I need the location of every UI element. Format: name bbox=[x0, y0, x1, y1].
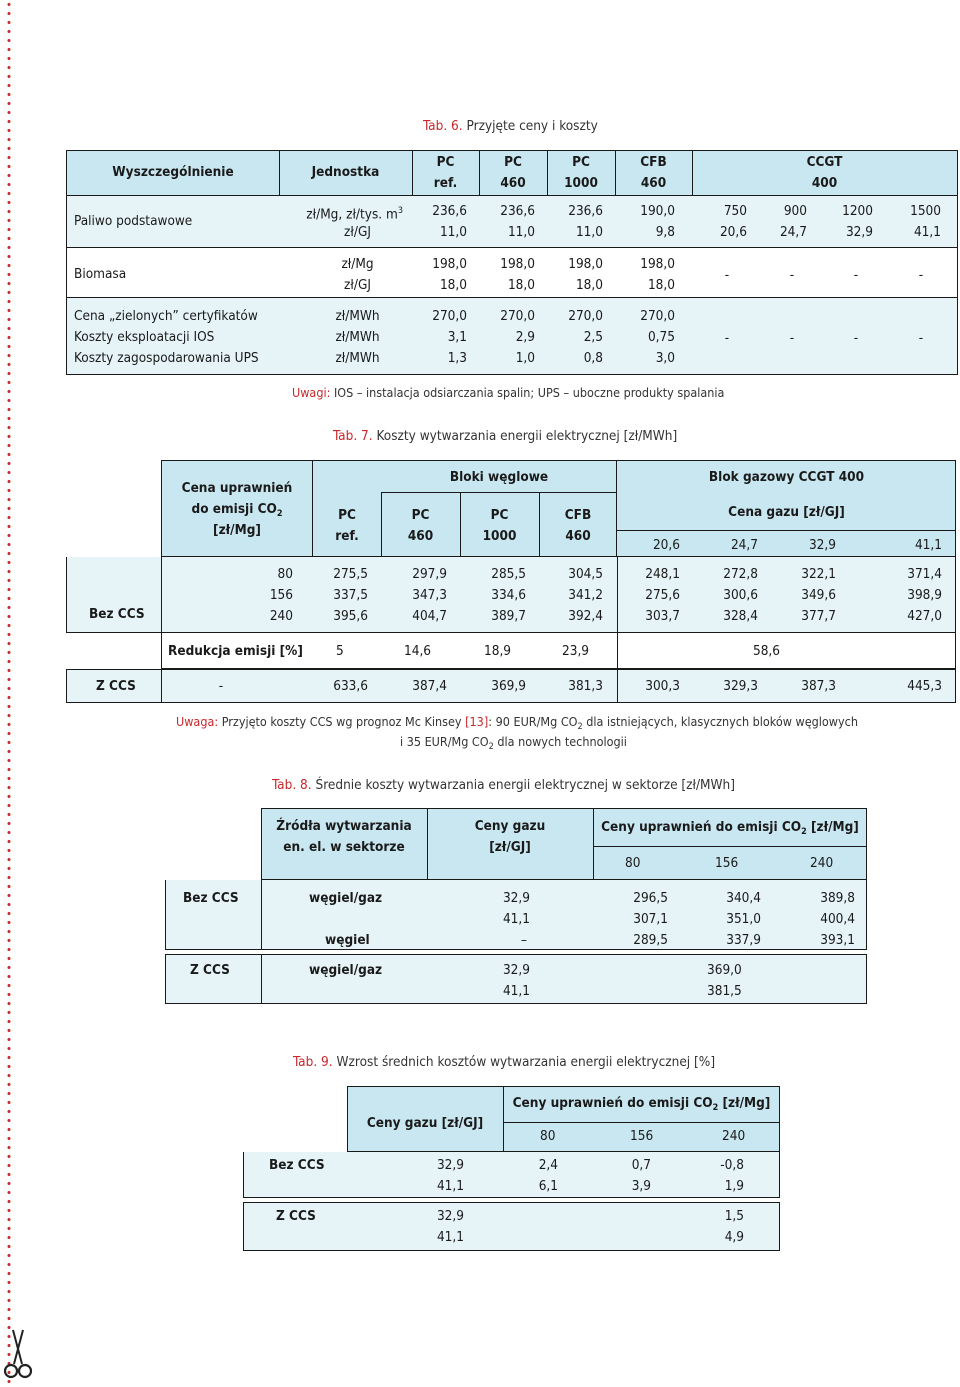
row-label-z-ccs: Z CCS bbox=[276, 1208, 316, 1224]
row-label-redukcja: Redukcja emisji [%] bbox=[168, 643, 303, 659]
col-header-cena-uprawnien: Cena uprawnień bbox=[181, 480, 293, 496]
tab9-table: Ceny gazu [zł/GJ] Ceny uprawnień do emisji $CO_2$ [zł/Mg] 80 156 240 Bez CCS 32,9 41,1 2,4 6,1 0,7 3,9 -0,8 1,9 Z CCS 32,9 41,1 1,5 4,9 bbox=[243, 1086, 780, 1251]
row-label-bez-ccs: Bez CCS bbox=[269, 1157, 325, 1173]
col-header-ccgt: Blok gazowy CCGT 400 bbox=[708, 469, 865, 485]
row-label-paliwo: Paliwo podstawowe bbox=[74, 213, 193, 229]
tab6-table: Wyszczególnienie Jednostka PC ref. PC 460 PC 1000 CFB 460 CCGT 400 Paliwo podstawowe zł/Mg, zł/tys. $m^3$ zł/GJ 236,6 11,0 236,6 11,0 236,6 11,0 190,0 9,8 750 20,6 900 24,7 1200 32,9 1500 41,1 Biomasa zł/Mg zł/GJ 198,0 18,0 198,0 18,0 198,0 18,0 198,0 18,0 - - - - Cena „zielonych” certyfikatów Koszty eksploatacji IOS Koszty zagospodarowania UPS zł/MWh zł/MWh zł/MWh 270,0 3,1 1,3 270,0 2,9 1,0 270,0 2,5 0,8 270,0 0,75 3,0 - - - - bbox=[66, 150, 958, 375]
tab7-caption: Tab. 7. Koszty wytwarzania energii elektrycznej [zł/MWh] bbox=[333, 428, 678, 444]
col-header-ceny-gazu: Ceny gazu [zł/GJ] bbox=[366, 1115, 484, 1131]
col-header-cena-gazu: Cena gazu [zł/GJ] bbox=[728, 504, 845, 520]
col-header-pc460: PC bbox=[504, 154, 522, 170]
col-header-pcref: PC bbox=[436, 154, 455, 170]
col-header-ceny-gazu: Ceny gazu bbox=[474, 818, 546, 834]
row-label-ios: Koszty eksploatacji IOS bbox=[74, 329, 215, 345]
row-label-ups: Koszty zagospodarowania UPS bbox=[74, 350, 259, 366]
row-label-biomasa: Biomasa bbox=[74, 266, 127, 282]
col-header-cfb460: CFB bbox=[640, 154, 667, 170]
col-header-wyszczegolnienie: Wyszczególnienie bbox=[112, 164, 234, 180]
col-header-ceny-uprawnien: Ceny uprawnień do emisji $CO_2$ [zł/Mg] bbox=[601, 819, 859, 837]
dotted-cut-line bbox=[7, 0, 11, 1387]
row-label-bez-ccs: Bez CCS bbox=[183, 890, 239, 906]
col-header-ceny-uprawnien: Ceny uprawnień do emisji $CO_2$ [zł/Mg] bbox=[512, 1095, 771, 1113]
row-label-bez-ccs: Bez CCS bbox=[89, 606, 145, 622]
col-header-bloki-weglowe: Bloki węglowe bbox=[449, 469, 549, 485]
tab9-caption: Tab. 9. Wzrost średnich kosztów wytwarzania energii elektrycznej [%] bbox=[293, 1054, 716, 1070]
row-label-z-ccs: Z CCS bbox=[96, 678, 136, 694]
tab8-caption: Tab. 8. Średnie koszty wytwarzania energii elektrycznej w sektorze [zł/MWh] bbox=[272, 777, 735, 793]
tab7-note-line1: Uwaga: Przyjęto koszty CCS wg prognoz Mc Kinsey [13]: 90 EUR/Mg $CO_2$ dla istniejących, klasycznych bloków węglowych bbox=[176, 714, 858, 732]
tab6-caption: Tab. 6. Przyjęte ceny i koszty bbox=[423, 118, 598, 134]
row-label-z-ccs: Z CCS bbox=[190, 962, 230, 978]
col-header-zrodla: Źródła wytwarzania bbox=[276, 818, 412, 834]
col-header-ccgt: CCGT bbox=[806, 154, 843, 170]
tab7-table: Cena uprawnień do emisji $CO_2$ [zł/Mg] Bloki węglowe PC ref. PC 460 PC 1000 CFB 460 Blok gazowy CCGT 400 Cena gazu [zł/GJ] 20,6 24,7 32,9 41,1 Bez CCS 80 156 240 275,5 337,5 395,6 297,9 347,3 404,7 285,5 334,6 389,7 304,5 341,2 392,4 248,1 275,6 303,7 272,8 300,6 328,4 322,1 349,6 377,7 371,4 398,9 427,0 Redukcja emisji [%] 5 14,6 18,9 23,9 58,6 Z CCS - 633,6 387,4 369,9 381,3 300,3 329,3 387,3 445,3 bbox=[66, 460, 956, 703]
scissors-icon bbox=[1, 1328, 35, 1380]
tab8-table: Źródła wytwarzania en. el. w sektorze Ceny gazu [zł/GJ] Ceny uprawnień do emisji $CO_2$ [zł/Mg] 80 156 240 Bez CCS węgiel/gaz węgiel 32,9 41,1 – 296,5 307,1 289,5 340,4 351,0 337,9 389,8 400,4 393,1 Z CCS węgiel/gaz 32,9 41,1 369,0 381,5 bbox=[165, 808, 867, 1004]
tab6-note: Uwagi: IOS – instalacja odsiarczania spalin; UPS – uboczne produkty spalania bbox=[292, 385, 725, 400]
col-header-pc1000: PC bbox=[572, 154, 590, 170]
col-header-jednostka: Jednostka bbox=[311, 164, 380, 180]
tab7-note-line2: i 35 EUR/Mg $CO_2$ dla nowych technologii bbox=[400, 734, 627, 752]
row-label-certyfikaty: Cena „zielonych” certyfikatów bbox=[74, 308, 258, 324]
